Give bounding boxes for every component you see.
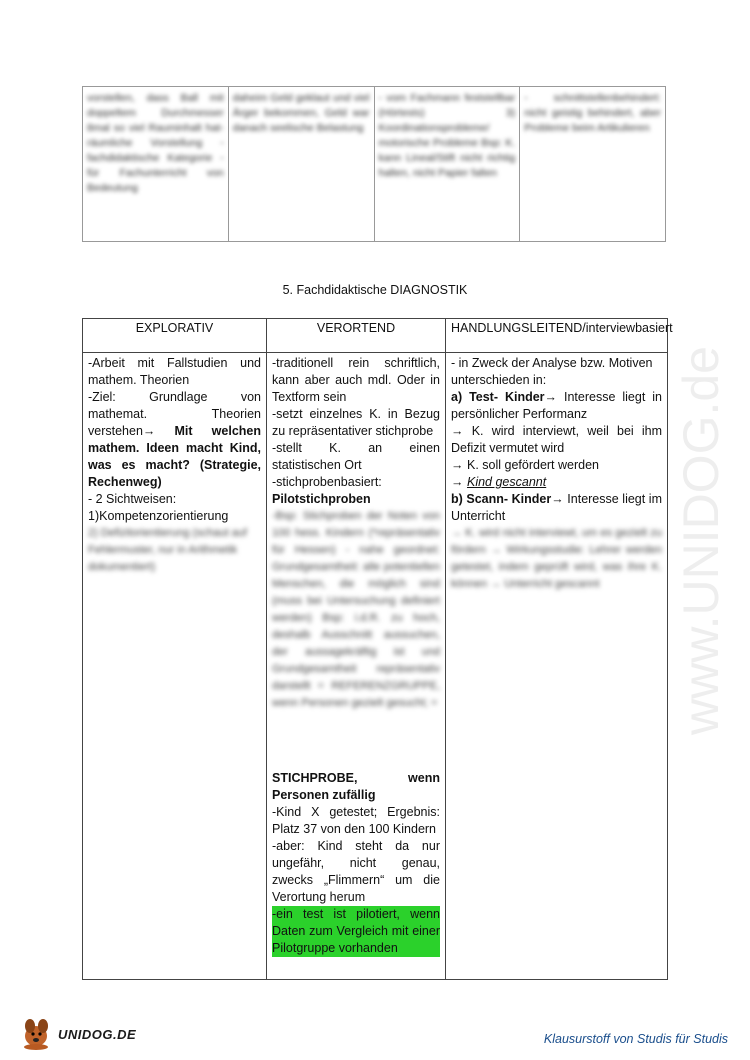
arrow-icon: → xyxy=(451,424,472,438)
col3-b xyxy=(451,491,662,525)
header-handlungsleitend: HANDLUNGSLEITEND/interviewbasiert xyxy=(446,319,668,353)
footer-tagline: Klausurstoff von Studis für Studis xyxy=(543,1032,728,1046)
col2-line-4: -stichprobenbasiert: xyxy=(272,475,382,489)
verortend-cell xyxy=(267,353,446,980)
col1-line-2 xyxy=(88,389,261,491)
arrow-icon: → xyxy=(451,458,467,472)
col3-b-text: Interesse liegt im Unterricht xyxy=(451,492,662,523)
handlungsleitend-cell xyxy=(446,353,668,980)
col1-line-1: -Arbeit mit Fallstudien und mathem. Theorien xyxy=(88,356,261,387)
col3-blurred-text: → K. wird nicht interviewt, um es gezielt zu fördern → Wirkungsstudie: Lehrer werden getestet, indem geprüft wird, was ihre K. können → Unterricht gescannt xyxy=(451,527,662,590)
diagnostik-table xyxy=(82,318,673,980)
col3-a xyxy=(451,389,662,423)
col3-a2-text: K. soll gefördert werden xyxy=(466,458,599,472)
arrow-icon: → xyxy=(544,390,558,404)
arrow-icon: → xyxy=(551,492,564,506)
col1-line-3: - 2 Sichtweisen: xyxy=(88,492,177,506)
header-explorativ: EXPLORATIV xyxy=(83,319,267,353)
col3-a3-text: Kind gescannt xyxy=(466,475,547,489)
arrow-icon: → xyxy=(142,424,156,438)
col3-a1 xyxy=(451,423,662,457)
logo-text: UNIDOG.DE xyxy=(58,1027,137,1042)
col3-a-label: a) Test- Kinder xyxy=(451,390,545,404)
col3-b-label: b) Scann- Kinder xyxy=(451,492,552,506)
col2-line-9-highlight: -ein test ist pilotiert, wenn Daten zum Vergleich mit einer Pilotgruppe vorhanden xyxy=(272,907,440,955)
col2-line-7: -Kind X getestet; Ergebnis: Platz 37 von den 100 Kindern xyxy=(272,805,440,836)
col2-line-5: Pilotstichproben xyxy=(272,492,371,506)
top-table-cell-2: daheim Geld geklaut und viel Ärger bekommen, Geld war danach seelische Belastung xyxy=(228,87,374,242)
col2-line-1: -traditionell rein schriftlich, kann aber auch mdl. Oder in Textform sein xyxy=(272,356,440,404)
top-table xyxy=(82,86,666,242)
col2-line-8: -aber: Kind steht da nur ungefähr, nicht genau, zwecks „Flimmern“ um die Verortung herum xyxy=(272,839,440,904)
section-heading: 5. Fachdidaktische DIAGNOSTIK xyxy=(282,283,468,297)
arrow-icon: → xyxy=(451,475,467,489)
col3-a1-text: K. wird interviewt, weil bei ihm Defizit vermutet wird xyxy=(451,424,663,455)
col2-blurred-text: -Bsp: Stichproben der Noten von 100 hess. Kindern (*repräsentativ für Hessen) - nahe geordnet: Grundgesamtheit: alle potentiellen Menschen, die möglich sind (muss bei Untersuchung definiert werden) Bsp: i.d.R. zu hoch, deshalb Ausschnitt aussuchen, der aussagekräftig ist und Grundgesamtheit repräsentativ darstellt = REFERENZGRUPPE, wenn Personen gezielt gesucht; = xyxy=(272,510,440,709)
svg-text:www.UNIDOG.de: www.UNIDOG.de xyxy=(673,346,729,735)
top-table-cell-1: vorstellen, dass Ball mit doppeltem Durchmesser 8mal so viel Rauminhalt hat- räumliche Vorstellung - fachdidaktische Kategorie - für Fachunterricht von Bedeutung xyxy=(83,87,229,242)
col3-a3 xyxy=(451,474,662,491)
col1-line-2-text: -Ziel: Grundlage von mathemat. Theorien verstehen xyxy=(88,390,261,438)
col1-line-2-bold: Mit welchen mathem. Ideen macht Kind, was es macht? (Strategie, Rechenweg) xyxy=(88,424,261,489)
explorativ-cell xyxy=(83,353,267,980)
col1-blurred-text: 2) Defizitorientierung (schaut auf Fehlermuster, nur in Arithmetik dokumentiert) xyxy=(88,527,247,573)
top-table-cell-3: - vom Fachmann feststellbar (Hörtests) 3) Koordinationsprobleme/ motorische Probleme Bsp: K. kann Lineal/Stift nicht richtig halten, nicht Papier falten xyxy=(374,87,520,242)
top-table-cell-4: - schnittstellenbehindert: nicht geistig behindert, aber Probleme beim Artikulieren xyxy=(520,87,666,242)
col2-line-6: STICHPROBE, wenn Personen zufällig xyxy=(272,771,440,802)
col3-a2 xyxy=(451,457,662,474)
col2-line-2: -setzt einzelnes K. in Bezug zu repräsentativer stichprobe xyxy=(272,407,440,438)
header-verortend: VERORTEND xyxy=(267,319,446,353)
col1-line-4: 1)Kompetenzorientierung xyxy=(88,509,229,523)
col3-line-1: - in Zweck der Analyse bzw. Motiven unterschieden in: xyxy=(451,356,653,387)
col3-a-text: Interesse liegt in persönlicher Performanz xyxy=(451,390,662,421)
col2-line-3: -stellt K. an einen statistischen Ort xyxy=(272,441,440,472)
